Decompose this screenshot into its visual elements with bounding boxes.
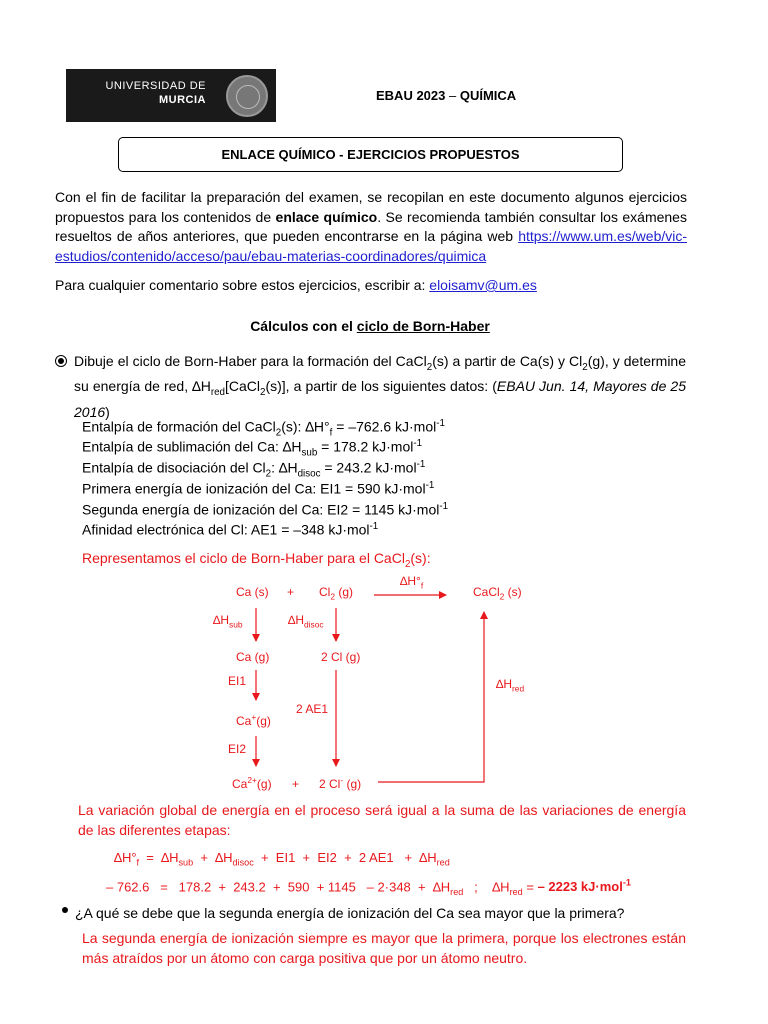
global-energy-text: La variación global de energía en el proceso será igual a la suma de las variaciones de energía de las diferentes etapas: [78, 802, 686, 838]
label-dhdisoc: $\Delta H_{disoc}$ [288, 613, 324, 630]
intro-paragraph: Con el fin de facilitar la preparación del examen, se recopilan en este documento algunos ejercicios propuestos para los contenidos de enlace químico. Se recomienda también consultar los exámenes resueltos de años anteriores, que pueden encontrarse en la página web https://www.um.es/web/vic-estudios/contenido/acceso/pau/ebau-materias-coordinadores/quimica [55, 189, 688, 264]
data-line-formation: Entalpía de formación del CaCl$_2$(s): $\Delta H^\circ_f = -762.6$ kJ·mol$^{-1}$ [82, 418, 445, 439]
question-2: ¿A qué se debe que la segunda energía de ionización del Ca sea mayor que la primera? [75, 905, 625, 921]
label-cacl2-s: CaCl$_2$ (s) [473, 585, 522, 602]
logo-line1: UNIVERSIDAD DE [105, 80, 206, 92]
bullet-dot-icon [62, 907, 68, 913]
data-line-sublimation: Entalpía de sublimación del Ca: $\Delta H_{sub} = 178.2$ kJ·mol$^{-1}$ [82, 438, 423, 459]
document-title: ENLACE QUÍMICO - EJERCICIOS PROPUESTOS [221, 147, 520, 162]
label-ca-plus: Ca+(g) [236, 712, 271, 728]
label-ei2: EI2 [228, 742, 247, 756]
data-line-dissociation: Entalpía de disociación del $Cl_2$: $\Delta H_{disoc} = 243.2$ kJ·mol$^{-1}$ [82, 459, 426, 480]
label-ca-s: Ca (s) [236, 585, 269, 599]
data-line-ei2: Segunda energía de ionización del Ca: EI2 = 1145 kJ·mol$^{-1}$ [82, 501, 449, 518]
exam-title: EBAU 2023 – QUÍMICA [376, 88, 517, 103]
ebau-link[interactable]: https://www.um.es/web/vic-estudios/contenido/acceso/pau/ebau-materias-coordinadores/quimica [55, 228, 688, 264]
contact-line: Para cualquier comentario sobre estos ejercicios, escribir a: eloisamv@um.es [55, 277, 537, 293]
label-2cl-g: 2 Cl (g) [321, 650, 361, 664]
label-dhsub: $\Delta H_{sub}$ [213, 613, 243, 630]
cycle-intro: Representamos el ciclo de Born-Haber para el CaCl$_2$(s): [82, 550, 431, 570]
label-plus-1: + [287, 585, 295, 599]
equation-1: $\Delta H^\circ_f = \Delta H_{sub} + \Delta H_{disoc} + EI1 + EI2 + 2$ $AE1 + \Delta H_{red}$ [114, 850, 450, 868]
section-title: Cálculos con el ciclo de Born-Haber [250, 318, 490, 334]
label-ca2-g: $Ca^{2+}(g)$ [232, 775, 272, 791]
label-ca-g: Ca (g) [236, 650, 270, 664]
logo-line2: MURCIA [159, 94, 206, 106]
contact-email-link[interactable]: eloisamv@um.es [429, 277, 537, 293]
equation-2: – $762.6 = 178.2 + 243.2 + 590 + 1145 - 2\cdot 348 + \Delta H_{red}$ ; $\Delta H_{red}$ = – 2223 kJ·mol$^{-1}$ [106, 878, 631, 897]
lattice-energy-result: – 2223 kJ·mol$^{-1}$ [537, 878, 631, 895]
label-cl2-g: $Cl_2$ (g) [319, 585, 354, 602]
label-2ae1: 2 AE1 [296, 702, 329, 716]
question-1: Dibuje el ciclo de Born-Haber para la formación del CaCl$_2$(s) a partir de Ca(s) y $Cl_2(g)$, y determine su energía de red, $\Delta H_{red}[CaCl_2(s)]$, a partir de los siguientes datos: (EBAU Jun. 14, Mayores de 25 2016) [74, 353, 686, 420]
question-2-answer: La segunda energía de ionización siempre es mayor que la primera, porque los electrones están más atraídos por un átomo con carga positiva que por un átomo neutro. [82, 930, 686, 966]
data-line-ae1: Afinidad electrónica del Cl: AE1 = –348 kJ·mol$^{-1}$ [82, 521, 379, 538]
label-plus-2: + [292, 777, 300, 791]
data-line-ei1: Primera energía de ionización del Ca: EI1 = 590 kJ·mol$^{-1}$ [82, 480, 435, 497]
arrow-lattice-energy [378, 612, 484, 782]
label-dhf: $\Delta H^\circ_f$ [400, 574, 424, 591]
label-ei1: EI1 [228, 674, 247, 688]
label-dhred: $\Delta H_{red}$ [496, 677, 525, 694]
label-2cl-minus-g: 2 Cl- (g) [319, 775, 362, 791]
